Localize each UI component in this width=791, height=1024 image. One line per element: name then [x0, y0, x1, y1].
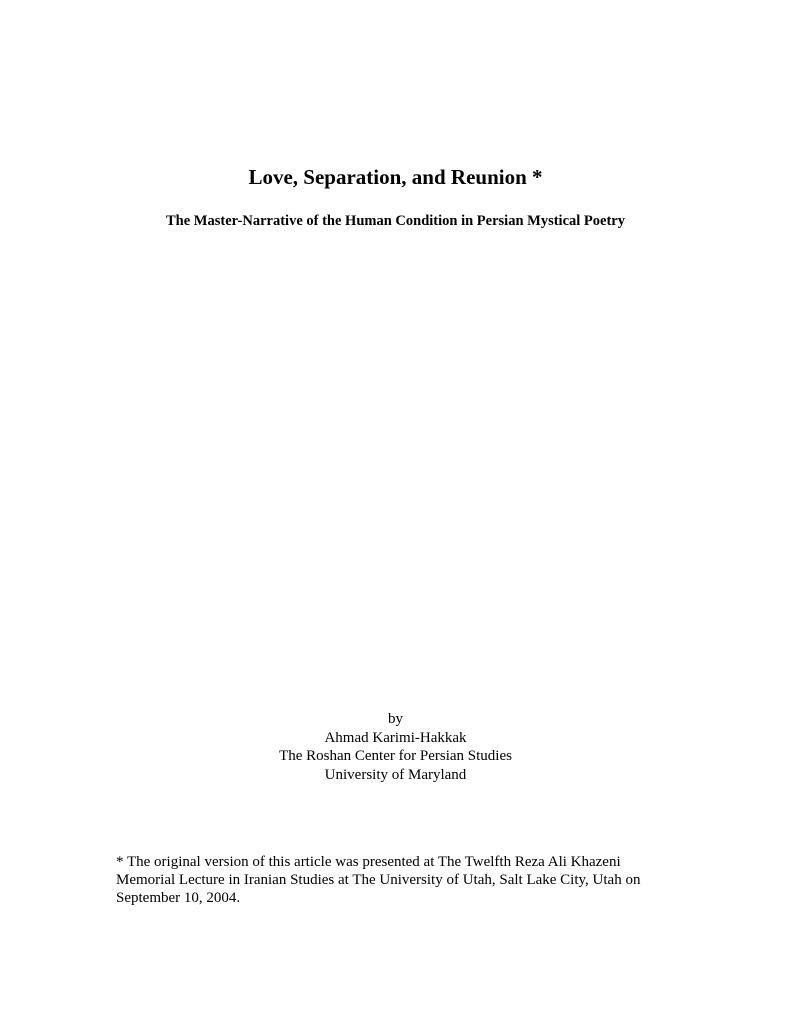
- page-title: Love, Separation, and Reunion *: [248, 165, 543, 189]
- byline-by: by: [388, 711, 403, 727]
- page-subtitle: The Master-Narrative of the Human Condition in Persian Mystical Poetry: [166, 213, 625, 229]
- footnote-line-3: September 10, 2004.: [116, 890, 241, 906]
- byline: [0, 710, 791, 784]
- author-name: Ahmad Karimi-Hakkak: [324, 729, 467, 746]
- author-affiliation-center: The Roshan Center for Persian Studies: [279, 748, 512, 764]
- footnote-line-2: Memorial Lecture in Iranian Studies at The University of Utah, Salt Lake City, Utah on: [116, 872, 641, 888]
- footnote: [116, 853, 676, 907]
- author-affiliation-university: University of Maryland: [324, 766, 467, 783]
- footnote-line-1: * The original version of this article was presented at The Twelfth Reza Ali Khazeni: [116, 854, 621, 870]
